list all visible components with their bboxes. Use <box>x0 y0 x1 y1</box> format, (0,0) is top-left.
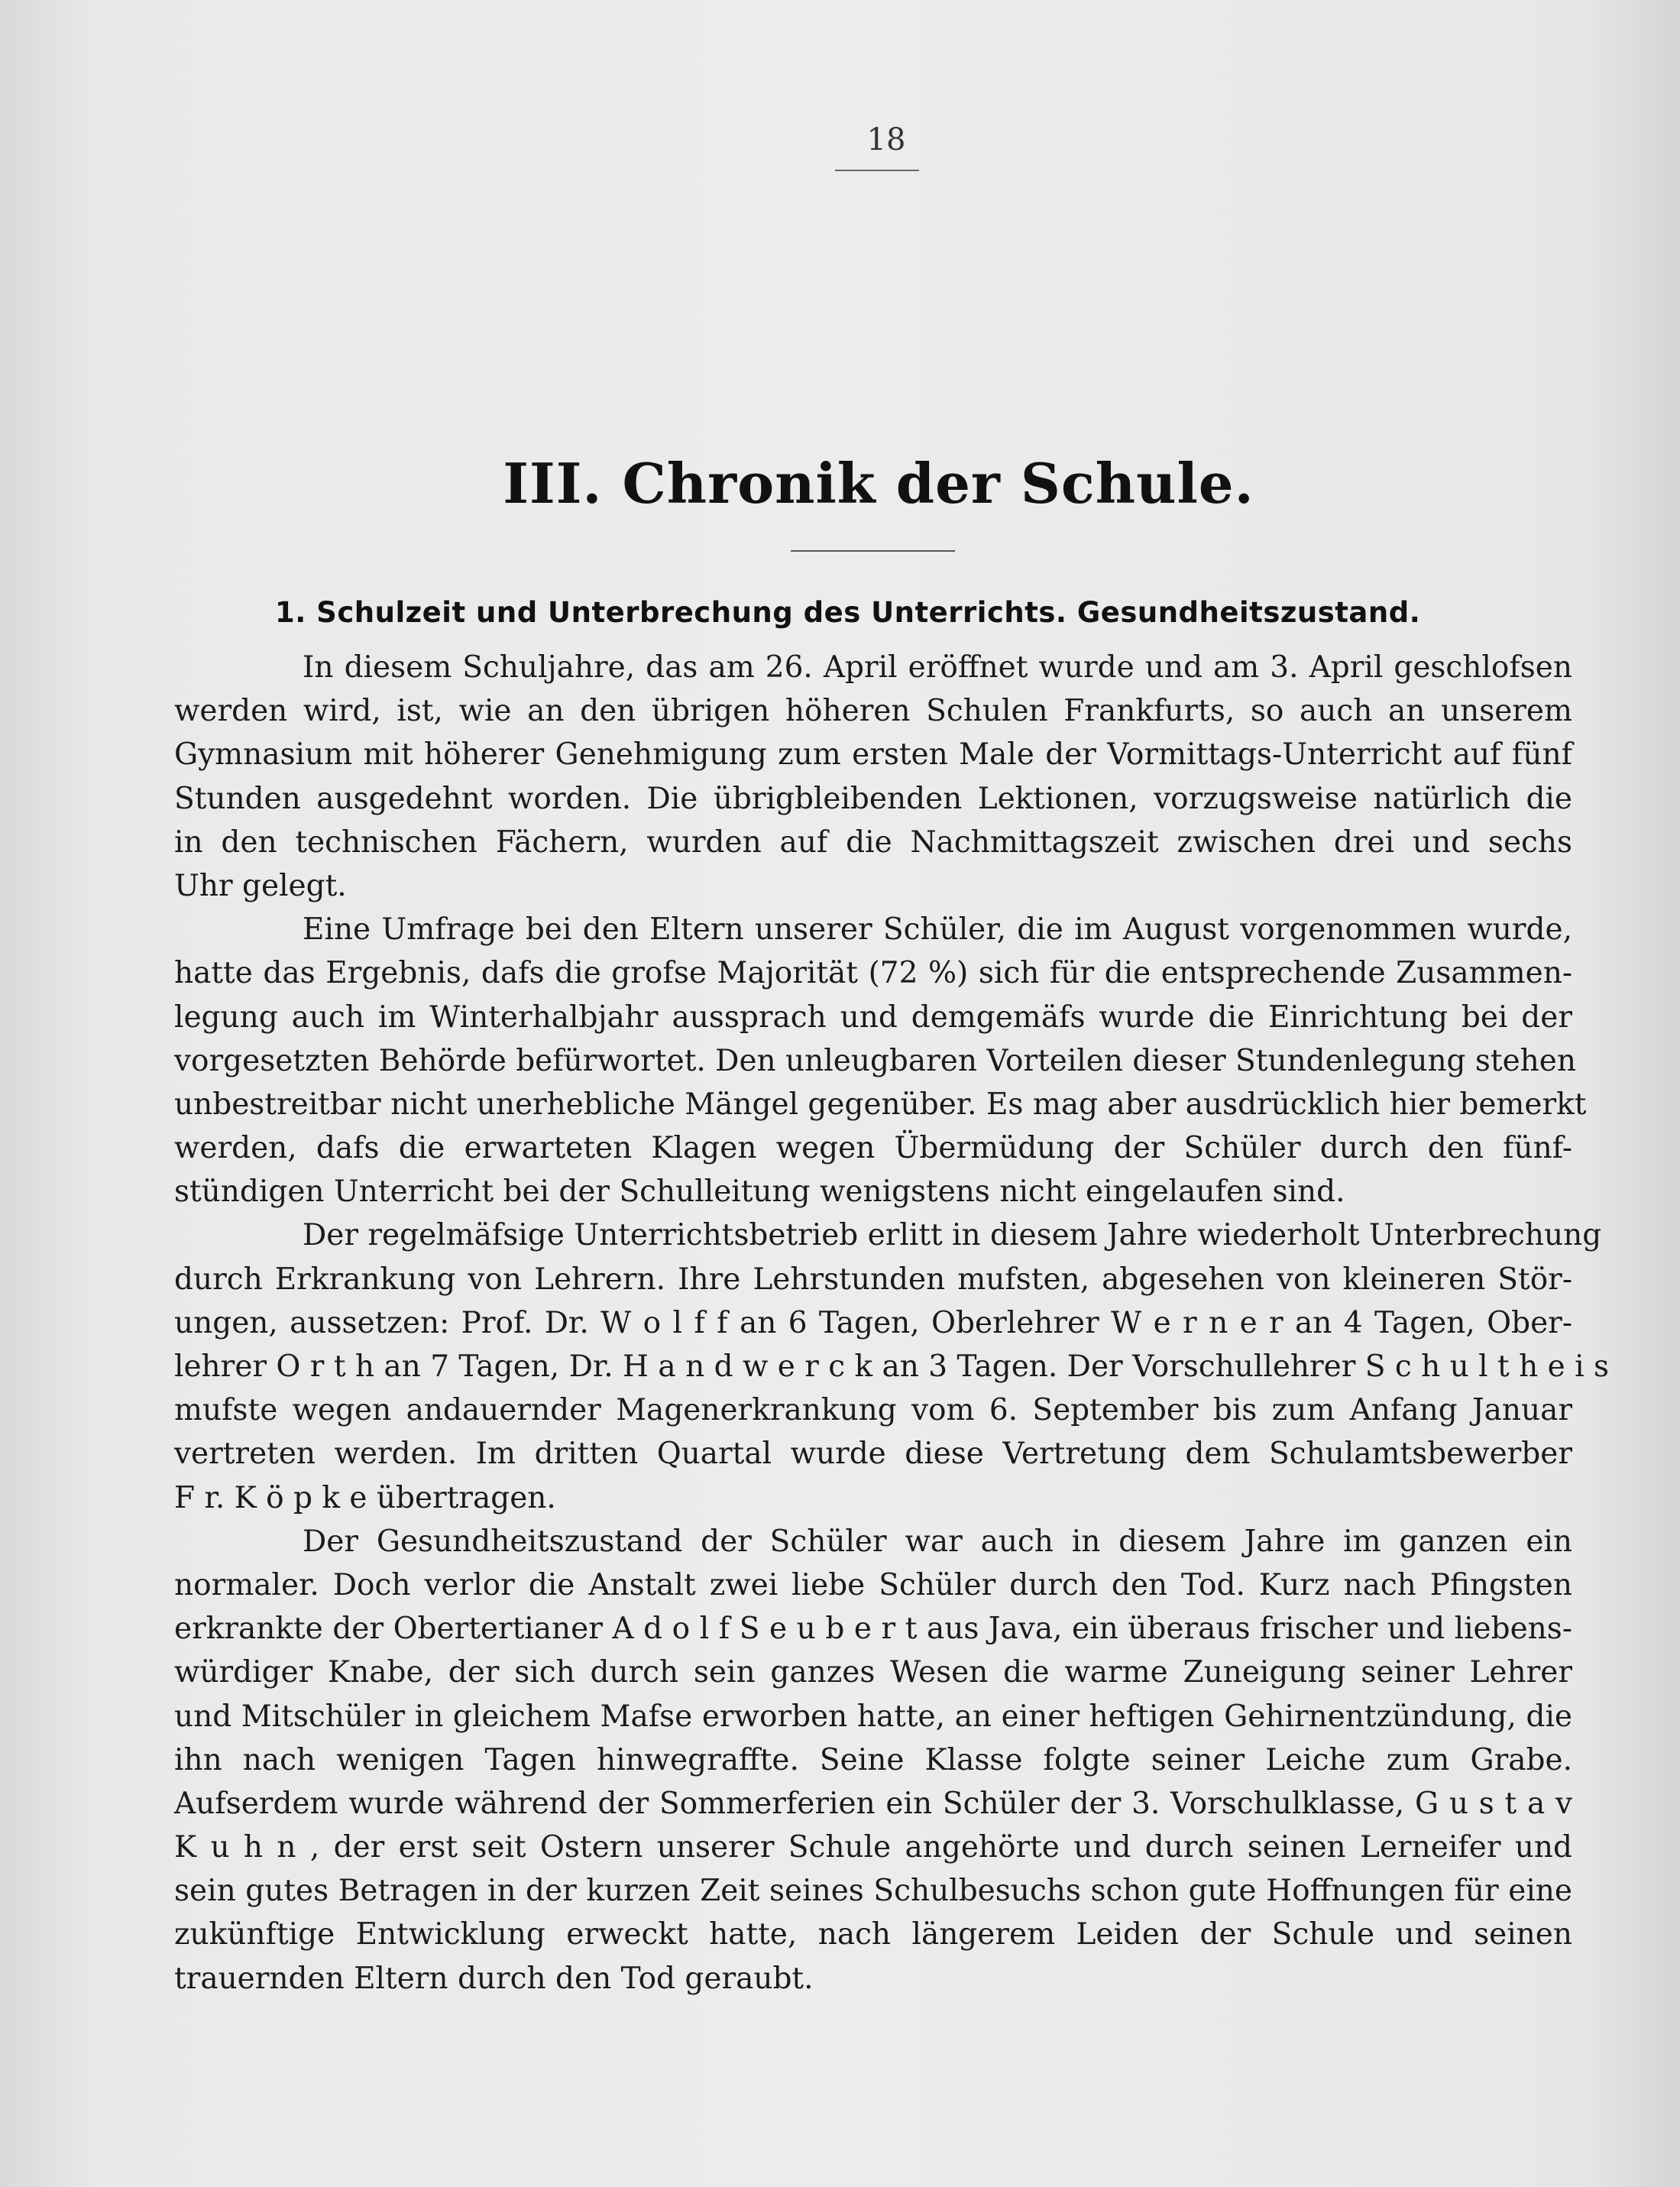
text-line: normaler. Doch verlor die Anstalt zwei liebe Schüler durch den Tod. Kurz nach Pfingsten <box>174 1567 1572 1602</box>
text-line: trauernden Eltern durch den Tod geraubt. <box>174 1961 814 1996</box>
text-line: Der regelmäfsige Unterrichtsbetrieb erlitt in diesem Jahre wiederholt Unterbrechung <box>303 1218 1602 1253</box>
text-line: Eine Umfrage bei den Eltern unserer Schüler, die im August vorgenommen wurde, <box>303 912 1572 948</box>
text-line: Aufserdem wurde während der Sommerferien ein Schüler der 3. Vorschulklasse, G u s t a v <box>174 1786 1572 1821</box>
text-line: unbestreitbar nicht unerhebliche Mängel gegenüber. Es mag aber ausdrücklich hier bemerkt <box>174 1087 1587 1122</box>
body-text <box>174 646 1609 2001</box>
title-divider <box>791 550 955 552</box>
text-line: vertreten werden. Im dritten Quartal wurde diese Vertretung dem Schulamtsbewerber <box>174 1437 1572 1472</box>
text-line: in den technischen Fächern, wurden auf die Nachmittagszeit zwischen drei und sechs <box>174 825 1572 860</box>
text-line: sein gutes Betragen in der kurzen Zeit seines Schulbesuchs schon gute Hoffnungen für eine <box>174 1874 1572 1909</box>
text-line: hatte das Ergebnis, dafs die grofse Majorität (72 %) sich für die entsprechende Zusammen- <box>174 956 1572 991</box>
paragraph-health <box>174 1520 1572 2001</box>
text-line: F r. K ö p k e übertragen. <box>174 1480 556 1515</box>
text-line: Uhr gelegt. <box>174 868 347 903</box>
chapter-title: III. Chronik der Schule. <box>503 451 1254 516</box>
text-line: legung auch im Winterhalbjahr aussprach und demgemäfs wurde die Einrichtung bei der <box>174 1000 1572 1035</box>
text-line: und Mitschüler in gleichem Mafse erworben hatte, an einer heftigen Gehirnentzündung, die <box>174 1699 1572 1734</box>
text-line: werden wird, ist, wie an den übrigen höheren Schulen Frankfurts, so auch an unserem <box>174 694 1572 729</box>
text-line: K u h n , der erst seit Ostern unserer Schule angehörte und durch seinen Lerneifer und <box>174 1830 1572 1865</box>
text-line: Der Gesundheitszustand der Schüler war auch in diesem Jahre im ganzen ein <box>303 1524 1572 1559</box>
text-line: werden, dafs die erwarteten Klagen wegen Übermüdung der Schüler durch den fünf- <box>174 1131 1572 1166</box>
text-line: In diesem Schuljahre, das am 26. April eröffnet wurde und am 3. April geschlofsen <box>303 650 1572 685</box>
text-line: Gymnasium mit höherer Genehmigung zum ersten Male der Vormittags-Unterricht auf fünf <box>174 737 1572 773</box>
paragraph-survey <box>174 908 1587 1213</box>
text-line: mufste wegen andauernder Magenerkrankung vom 6. September bis zum Anfang Januar <box>174 1393 1572 1428</box>
text-line: Stunden ausgedehnt worden. Die übrigbleibenden Lektionen, vorzugsweise natürlich die <box>174 781 1572 816</box>
paragraph-interruptions <box>174 1213 1609 1519</box>
text-line: erkrankte der Obertertianer A d o l f S e u b e r t aus Java, ein überaus frischer und liebens- <box>174 1612 1572 1647</box>
text-line: ungen, aussetzen: Prof. Dr. W o l f f an 6 Tagen, Oberlehrer W e r n e r an 4 Tagen, Ober- <box>174 1305 1572 1340</box>
text-line: ihn nach wenigen Tagen hinwegraffte. Seine Klasse folgte seiner Leiche zum Grabe. <box>174 1742 1572 1777</box>
section-heading: 1. Schulzeit und Unterbrechung des Unterrichts. Gesundheitszustand. <box>275 596 1421 629</box>
text-line: durch Erkrankung von Lehrern. Ihre Lehrstunden mufsten, abgesehen von kleineren Stör- <box>174 1262 1572 1297</box>
page-number: 18 <box>866 122 906 157</box>
paragraph-schooltime <box>174 646 1572 908</box>
text-line: würdiger Knabe, der sich durch sein ganzes Wesen die warme Zuneigung seiner Lehrer <box>174 1655 1572 1690</box>
text-line: vorgesetzten Behörde befürwortet. Den unleugbaren Vorteilen dieser Stundenlegung stehen <box>174 1043 1576 1078</box>
text-line: stündigen Unterricht bei der Schulleitung wenigstens nicht eingelaufen sind. <box>174 1174 1345 1210</box>
text-line: zukünftige Entwicklung erweckt hatte, nach längerem Leiden der Schule und seinen <box>174 1917 1572 1952</box>
page-number-rule <box>835 170 919 171</box>
text-line: lehrer O r t h an 7 Tagen, Dr. H a n d w e r c k an 3 Tagen. Der Vorschullehrer S c h u l t h e i s <box>174 1349 1609 1384</box>
